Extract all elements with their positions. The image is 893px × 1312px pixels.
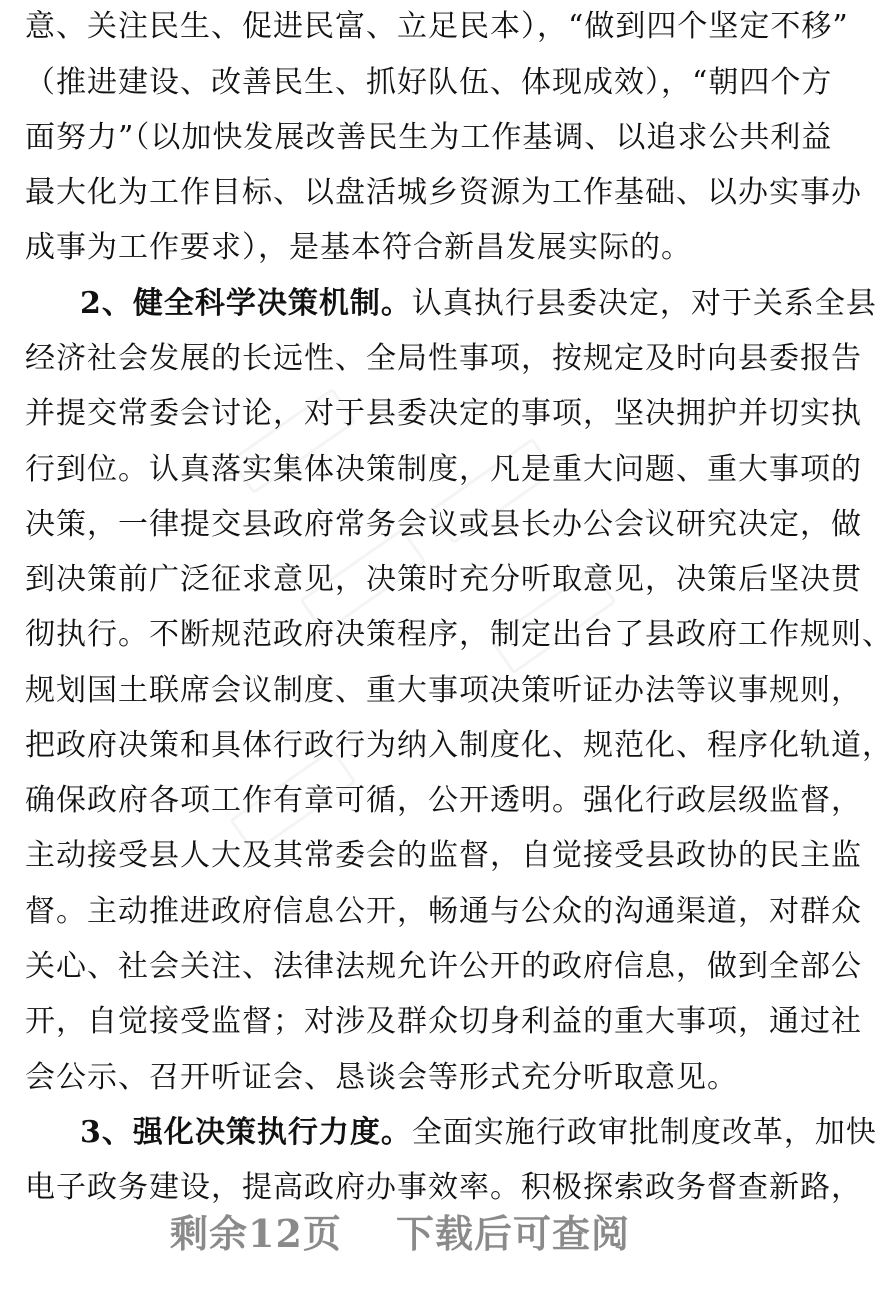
- text-line: 意、关注民生、促进民富、立足民本），“做到四个坚定不移”: [25, 9, 849, 44]
- download-to-read-label: 下载后可查阅: [395, 1211, 630, 1256]
- text-line: 开，自觉接受监督；对涉及群众切身利益的重大事项，通过社: [25, 1004, 862, 1039]
- text-line: 关心、社会关注、法律法规允许公开的政府信息，做到全部公: [25, 949, 862, 984]
- text-line: 会公示、召开听证会、恳谈会等形式充分听取意见。: [25, 1060, 738, 1095]
- section-2-first-line: [80, 281, 877, 327]
- text-line: 行到位。认真落实集体决策制度，凡是重大问题、重大事项的: [25, 452, 862, 487]
- text-line: 面努力”（以加快发展改善民生为工作基调、以追求公共利益: [25, 120, 833, 155]
- text-line: 规划国土联席会议制度、重大事项决策听证办法等议事规则，: [25, 673, 862, 708]
- text-line: 最大化为工作目标、以盘活城乡资源为工作基础、以办实事办: [25, 175, 862, 210]
- text-line: （推进建设、改善民生、抓好队伍、体现成效），“朝四个方: [25, 65, 833, 100]
- section-3-first-line: [80, 1110, 877, 1156]
- text-line: 到决策前广泛征求意见，决策时充分听取意见，决策后坚决贯: [25, 562, 862, 597]
- section-2-text: 认真执行县委决定，对于关系全县: [411, 286, 877, 321]
- remaining-pages-label: 剩余12页: [170, 1211, 342, 1256]
- text-line: 督。主动推进政府信息公开，畅通与公众的沟通渠道，对群众: [25, 894, 862, 929]
- section-2-heading: 2、健全科学决策机制。: [80, 286, 412, 321]
- text-line: 把政府决策和具体行政行为纳入制度化、规范化、程序化轨道，: [25, 728, 893, 763]
- text-line: 并提交常委会讨论，对于县委决定的事项，坚决拥护并切实执: [25, 396, 862, 431]
- text-line: 彻执行。不断规范政府决策程序，制定出台了县政府工作规则、: [25, 617, 893, 652]
- text-line: 成事为工作要求），是基本符合新昌发展实际的。: [25, 230, 692, 265]
- text-line: 电子政务建设，提高政府办事效率。积极探索政务督查新路，: [25, 1170, 862, 1205]
- section-3-text: 全面实施行政审批制度改革，加快: [411, 1115, 877, 1150]
- text-line: 主动接受县人大及其常委会的监督，自觉接受县政协的民主监: [25, 838, 862, 873]
- text-line: 决策，一律提交县政府常务会议或县长办公会议研究决定，做: [25, 507, 862, 542]
- text-line: 经济社会发展的长远性、全局性事项，按规定及时向县委报告: [25, 341, 862, 376]
- text-line: 确保政府各项工作有章可循，公开透明。强化行政层级监督，: [25, 783, 862, 818]
- remaining-pages-banner[interactable]: [0, 1208, 800, 1260]
- section-3-heading: 3、强化决策执行力度。: [80, 1115, 412, 1150]
